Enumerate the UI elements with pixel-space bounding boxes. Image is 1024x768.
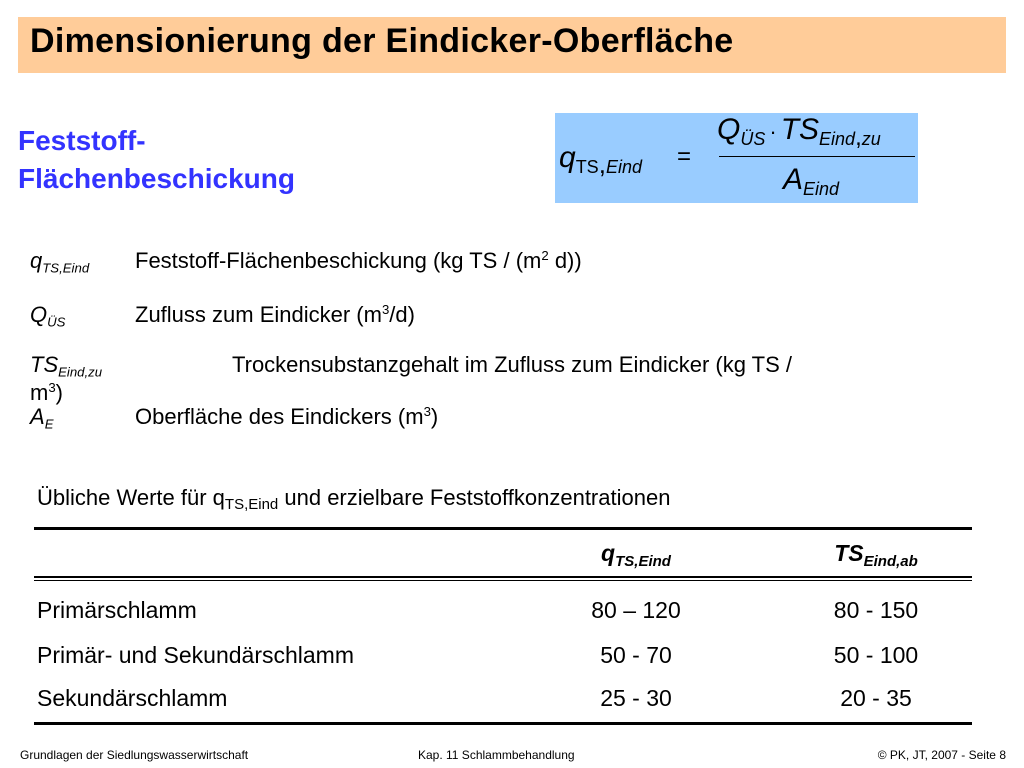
formula-numerator [717, 113, 881, 152]
formula-num-comma: , [855, 124, 862, 151]
table-header-rule-1 [34, 576, 972, 578]
formula-lhs-main: q [559, 141, 576, 174]
def-text-TS-wrap: $m^3$) [30, 380, 63, 405]
def-text-Q: Zufluss zum Eindicker $(m^3/d)$ [135, 302, 415, 327]
table-bottom-rule [34, 722, 972, 725]
def-text-TS: Trockensubstanzgehalt im Zufluss zum Eindicker (kg TS / [232, 352, 792, 377]
table-header-q: $q_{TS,Eind}$ [601, 540, 671, 570]
table-cell-q: 80 – 120 [591, 597, 681, 623]
formula-num-ts-sub2: zu [861, 129, 881, 149]
formula-num-ts: TS [780, 113, 820, 146]
section-heading [18, 122, 295, 198]
formula-denominator [783, 163, 839, 200]
table-caption: Übliche Werte für $q_{TS,Eind}$ und erzielbare Feststoffkonzentrationen [37, 485, 671, 513]
footer-right: © PK, JT, 2007 - Seite 8 [877, 748, 1006, 762]
page-title: Dimensionierung der Eindicker-Oberfläche [30, 22, 734, 60]
table-cell-label: Primär- und Sekundärschlamm [37, 642, 355, 668]
section-heading-line2: Flächenbeschickung [18, 163, 295, 194]
formula-lhs-sub1: TS [575, 157, 599, 177]
section-heading-line1: Feststoff- [18, 125, 146, 156]
table-header-rule-2 [34, 580, 972, 581]
def-symbol-Q: $Q_{ÜS}$ [30, 302, 66, 330]
def-symbol-A: $A_E$ [30, 404, 54, 432]
table-cell-label: Sekundärschlamm [37, 685, 228, 711]
formula-den-a-sub: Eind [803, 179, 840, 199]
table-cell-label: Primärschlamm [37, 597, 197, 623]
formula-num-ts-sub: Eind [819, 129, 856, 149]
formula-num-dot: · [769, 119, 777, 144]
def-text-A: Oberfläche des Eindickers $(m^3)$ [135, 404, 439, 429]
formula-lhs [559, 141, 642, 180]
table-cell-q: 25 - 30 [600, 685, 672, 711]
formula-equals: = [677, 143, 692, 170]
formula-box [555, 113, 918, 203]
table-header-ts: $TS_{Eind,ab}$ [834, 540, 918, 570]
table-cell-q: 50 - 70 [600, 642, 672, 668]
table-cell-ts: 80 - 150 [833, 597, 919, 623]
formula-lhs-comma: , [598, 149, 606, 179]
def-text-q: Feststoff-Flächenbeschickung (kg TS / ($m^2$ d)) [135, 248, 582, 273]
formula-lhs-sub2: Eind [605, 157, 642, 177]
footer-center: Kap. 11 Schlammbehandlung [418, 748, 575, 762]
table-top-rule [34, 527, 972, 530]
footer-left: Grundlagen der Siedlungswasserwirtschaft [20, 748, 249, 762]
formula-fraction-line [719, 156, 915, 157]
table-cell-ts: 20 - 35 [840, 685, 912, 711]
table-cell-ts: 50 - 100 [833, 642, 919, 668]
def-symbol-q: $q_{TS,Eind}$ [30, 248, 90, 276]
formula-den-a: A [783, 163, 804, 196]
def-symbol-TS: $TS_{Eind,zu}$ [30, 352, 103, 380]
formula-num-q-sub: ÜS [740, 129, 766, 149]
formula-num-q: Q [717, 113, 741, 146]
